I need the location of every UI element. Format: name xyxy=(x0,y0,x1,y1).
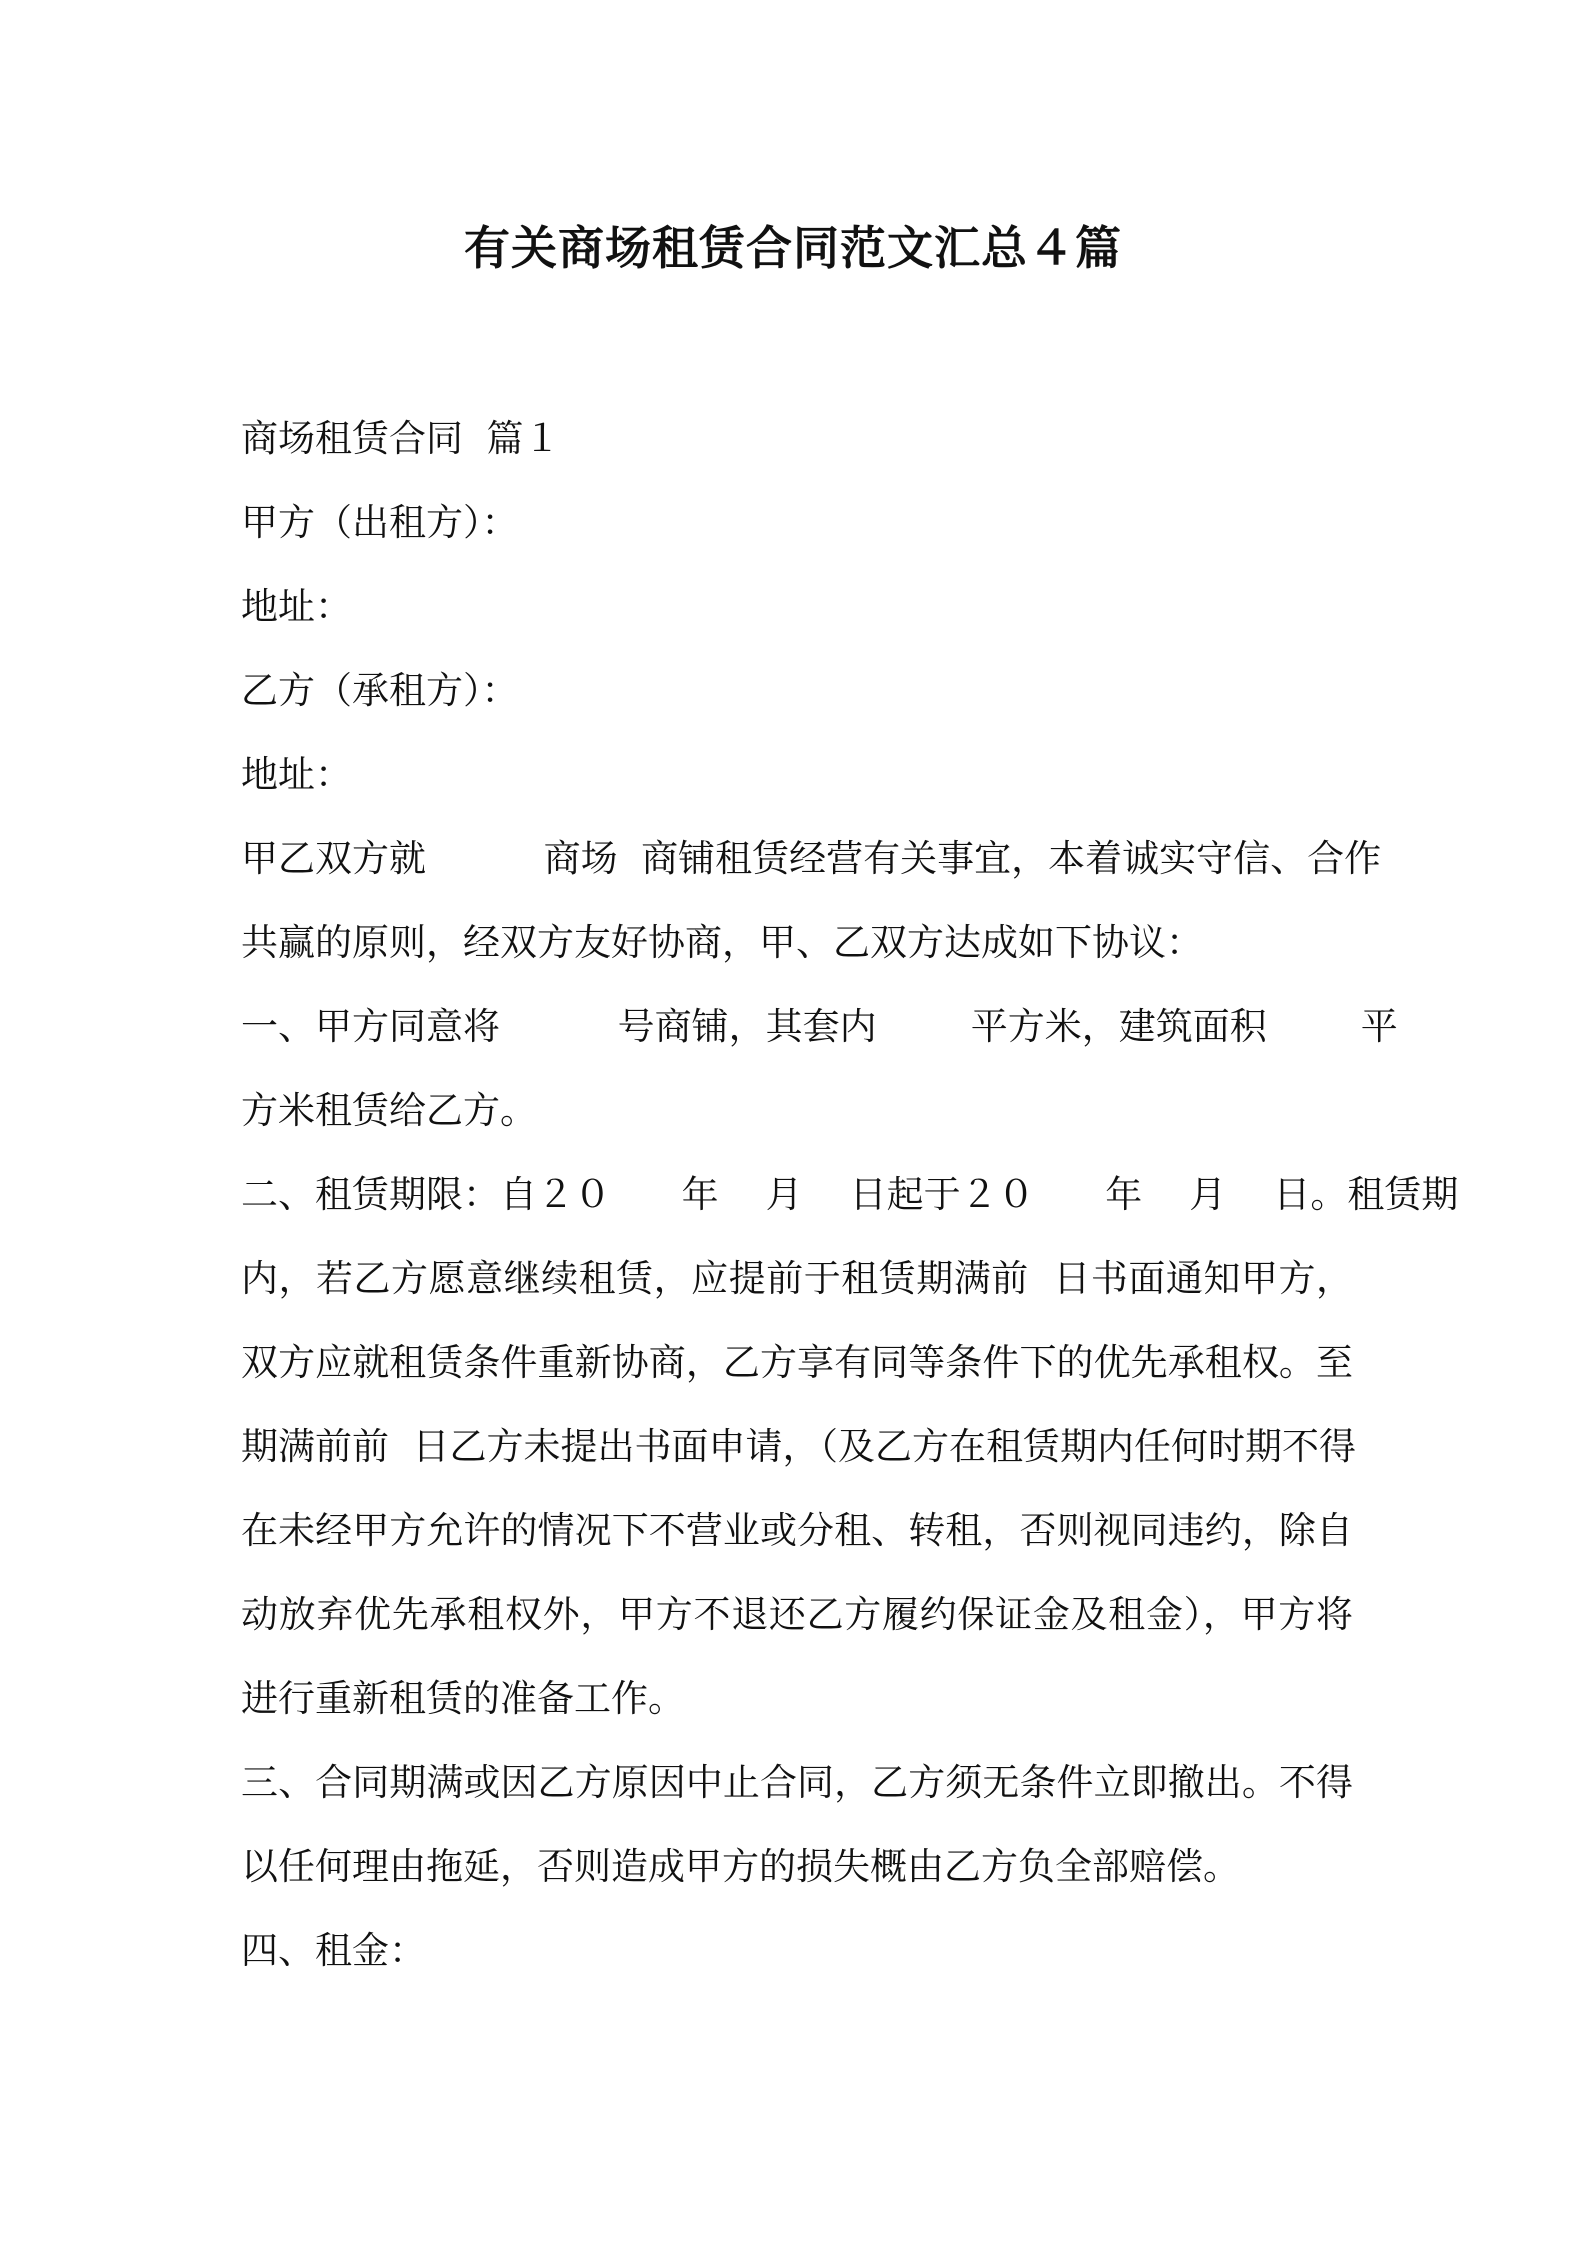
paragraph-line: 三、合同期满或因乙方原因中止合同，乙方须无条件立即撤出。不得 xyxy=(241,1761,1353,1804)
section-heading: 商场租赁合同 篇１ xyxy=(241,417,561,460)
paragraph-line: 以任何理由拖延，否则造成甲方的损失概由乙方负全部赔偿。 xyxy=(241,1845,1240,1888)
document-title: 有关商场租赁合同范文汇总４篇 xyxy=(464,221,1122,275)
paragraph-line: 双方应就租赁条件重新协商，乙方享有同等条件下的优先承租权。至 xyxy=(241,1341,1353,1384)
party-b-label: 乙方（承租方）： xyxy=(241,669,519,712)
paragraph-line: 内，若乙方愿意继续租赁，应提前于租赁期满前 日书面通知甲方， xyxy=(241,1257,1353,1300)
paragraph-line: 在未经甲方允许的情况下不营业或分租、转租，否则视同违约，除自 xyxy=(241,1509,1353,1552)
paragraph-line: 方米租赁给乙方。 xyxy=(241,1089,537,1132)
paragraph-line: 甲乙双方就 商场 商铺租赁经营有关事宜，本着诚实守信、合作 xyxy=(241,837,1382,880)
party-b-address-label: 地址： xyxy=(241,753,352,796)
paragraph-line: 动放弃优先承租权外，甲方不退还乙方履约保证金及租金），甲方将 xyxy=(241,1593,1353,1636)
party-a-address-label: 地址： xyxy=(241,585,352,628)
paragraph-line: 期满前前 日乙方未提出书面申请，（及乙方在租赁期内任何时期不得 xyxy=(241,1425,1357,1468)
party-a-label: 甲方（出租方）： xyxy=(241,501,519,544)
paragraph-line: 二、租赁期限：自２０ 年 月 日起于２０ 年 月 日。租赁期 xyxy=(241,1173,1459,1216)
paragraph-line: 进行重新租赁的准备工作。 xyxy=(241,1677,685,1720)
paragraph-line: 共赢的原则，经双方友好协商，甲、乙双方达成如下协议： xyxy=(241,921,1203,964)
rent-heading: 四、租金： xyxy=(241,1929,426,1972)
paragraph-line: 一、甲方同意将 号商铺，其套内 平方米，建筑面积 平 xyxy=(241,1005,1398,1048)
